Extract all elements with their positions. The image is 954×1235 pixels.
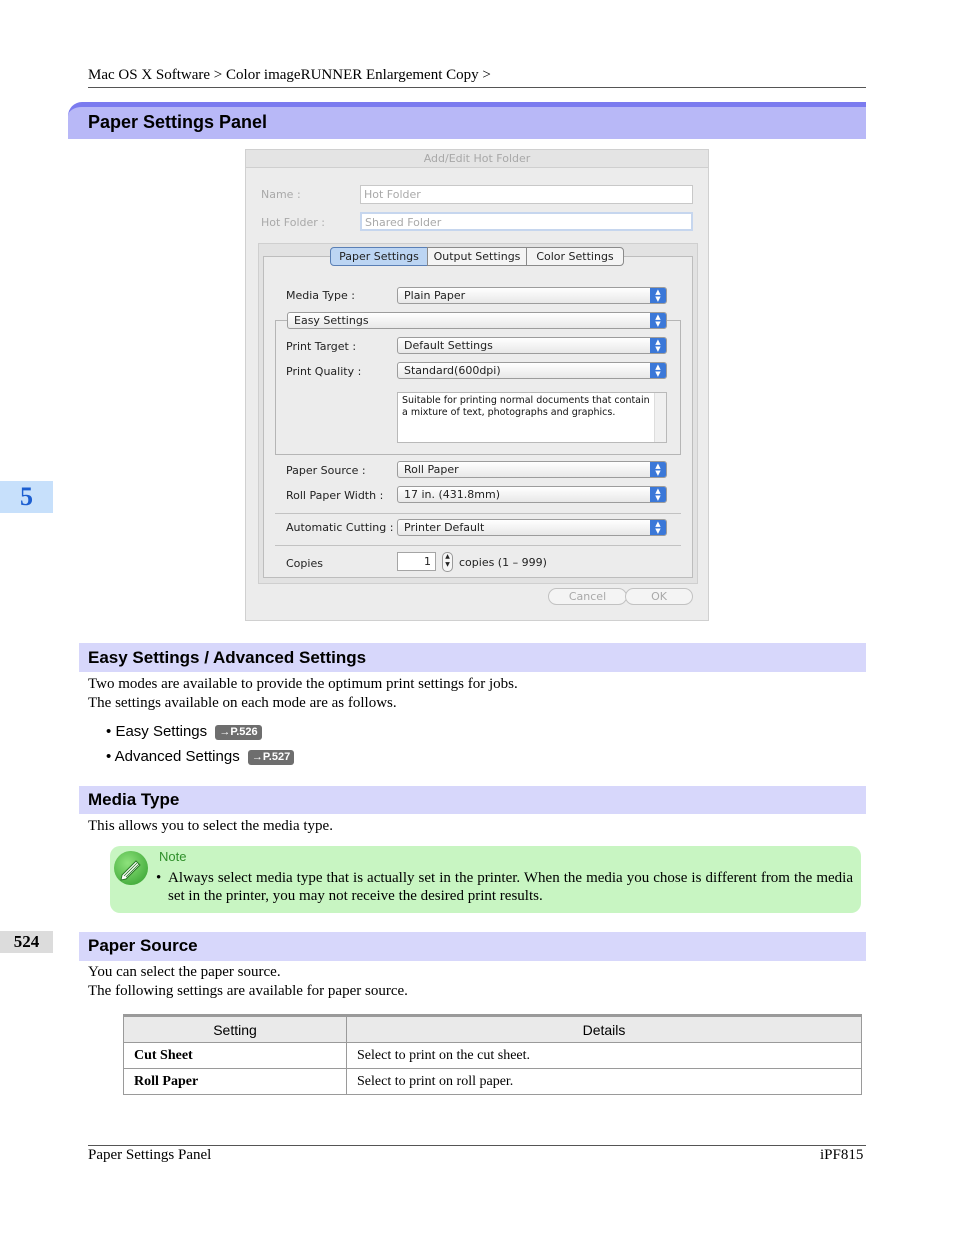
print-target-label: Print Target : — [286, 340, 357, 353]
roll-width-select[interactable] — [397, 486, 667, 503]
table-header-setting: Setting — [124, 1016, 347, 1043]
auto-cut-select[interactable] — [397, 519, 667, 536]
print-target-value: Default Settings — [404, 339, 493, 352]
table-header-details: Details — [347, 1016, 862, 1043]
table-row — [124, 1069, 862, 1095]
list-item-text: Easy Settings — [115, 723, 208, 740]
table-cell-setting: Cut Sheet — [124, 1043, 347, 1069]
auto-cut-value: Printer Default — [404, 521, 485, 534]
print-target-select[interactable] — [397, 337, 667, 354]
paper-source-line2: The following settings are available for paper source. — [88, 983, 408, 999]
popup-arrows-icon: ▲ ▼ — [650, 520, 666, 535]
popup-arrows-icon: ▲ ▼ — [650, 363, 666, 378]
paper-source-select[interactable] — [397, 461, 667, 478]
hot-folder-field[interactable]: Shared Folder — [360, 212, 693, 231]
note-body: Always select media type that is actually set in the printer. When the media you chose is different from the media set in the printer, you may not receive the desired print results. — [168, 870, 853, 904]
media-type-line1: This allows you to select the media type. — [88, 818, 333, 834]
chapter-number: 5 — [20, 482, 33, 511]
page-ref-link[interactable]: →P.526 — [215, 725, 261, 740]
roll-width-value: 17 in. (431.8mm) — [404, 488, 501, 501]
table-row — [124, 1043, 862, 1069]
media-type-value: Plain Paper — [404, 289, 466, 302]
mode-select[interactable] — [287, 312, 667, 329]
copies-input[interactable]: 1 — [397, 552, 436, 571]
paper-source-label: Paper Source : — [286, 464, 366, 477]
paper-source-line1: You can select the paper source. — [88, 964, 281, 980]
easy-advanced-line1: Two modes are available to provide the optimum print settings for jobs. — [88, 676, 518, 692]
separator — [275, 545, 681, 546]
note-text — [156, 869, 853, 905]
roll-width-label: Roll Paper Width : — [286, 489, 384, 502]
page-number: 524 — [13, 932, 40, 951]
description-box: Suitable for printing normal documents that contain a mixture of text, photographs and graphics. — [397, 392, 667, 443]
list-item — [106, 748, 294, 765]
table-header-row — [124, 1016, 862, 1043]
copies-range: copies (1 – 999) — [459, 556, 547, 569]
list-item-text: Advanced Settings — [114, 748, 240, 765]
section-title-media-type: Media Type — [88, 790, 180, 809]
section-title-easy-advanced: Easy Settings / Advanced Settings — [88, 648, 367, 667]
footer-rule — [88, 1145, 866, 1146]
header-rule — [88, 87, 866, 88]
page-title: Paper Settings Panel — [88, 112, 268, 132]
name-label: Name : — [261, 188, 301, 201]
cancel-button[interactable]: Cancel — [548, 588, 627, 605]
auto-cut-label: Automatic Cutting : — [286, 521, 394, 534]
popup-arrows-icon: ▲ ▼ — [650, 338, 666, 353]
footer-model: iPF815 — [820, 1147, 864, 1163]
bullet-icon: • — [106, 748, 112, 765]
popup-arrows-icon: ▲ ▼ — [650, 288, 666, 303]
pencil-note-icon — [114, 851, 148, 885]
bullet-icon: • — [106, 723, 112, 740]
hot-folder-dialog — [245, 149, 709, 621]
name-field[interactable]: Hot Folder — [360, 185, 693, 204]
paper-source-table — [123, 1014, 862, 1095]
section-title-paper-source: Paper Source — [88, 936, 198, 955]
paper-source-value: Roll Paper — [404, 463, 459, 476]
hot-folder-label: Hot Folder : — [261, 216, 326, 229]
tab-color-settings[interactable]: Color Settings — [526, 247, 624, 266]
tab-paper-settings[interactable]: Paper Settings — [330, 247, 428, 266]
note-label: Note — [159, 849, 187, 864]
media-type-label: Media Type : — [286, 289, 356, 302]
print-quality-select[interactable] — [397, 362, 667, 379]
section-bar-media-type — [79, 786, 866, 814]
separator — [275, 513, 681, 514]
breadcrumb: Mac OS X Software > Color imageRUNNER Enlargement Copy > — [88, 67, 491, 83]
table-cell-details: Select to print on the cut sheet. — [347, 1043, 862, 1069]
page-ref-link[interactable]: →P.527 — [248, 750, 294, 765]
easy-advanced-line2: The settings available on each mode are as follows. — [88, 695, 397, 711]
tab-output-settings[interactable]: Output Settings — [427, 247, 527, 266]
table-cell-setting: Roll Paper — [124, 1069, 347, 1095]
dialog-title: Add/Edit Hot Folder — [246, 150, 708, 168]
print-quality-label: Print Quality : — [286, 365, 362, 378]
copies-label: Copies — [286, 557, 323, 570]
popup-arrows-icon: ▲ ▼ — [650, 487, 666, 502]
list-item — [106, 723, 262, 740]
popup-arrows-icon: ▲ ▼ — [650, 313, 666, 328]
copies-stepper[interactable]: ▲ ▼ — [442, 552, 453, 572]
media-type-select[interactable] — [397, 287, 667, 304]
bullet-icon: • — [156, 870, 162, 886]
ok-button[interactable]: OK — [625, 588, 693, 605]
popup-arrows-icon: ▲ ▼ — [650, 462, 666, 477]
description-scrollbar[interactable] — [654, 393, 666, 442]
mode-value: Easy Settings — [294, 314, 369, 327]
print-quality-value: Standard(600dpi) — [404, 364, 501, 377]
table-cell-details: Select to print on roll paper. — [347, 1069, 862, 1095]
footer-title: Paper Settings Panel — [88, 1147, 212, 1163]
